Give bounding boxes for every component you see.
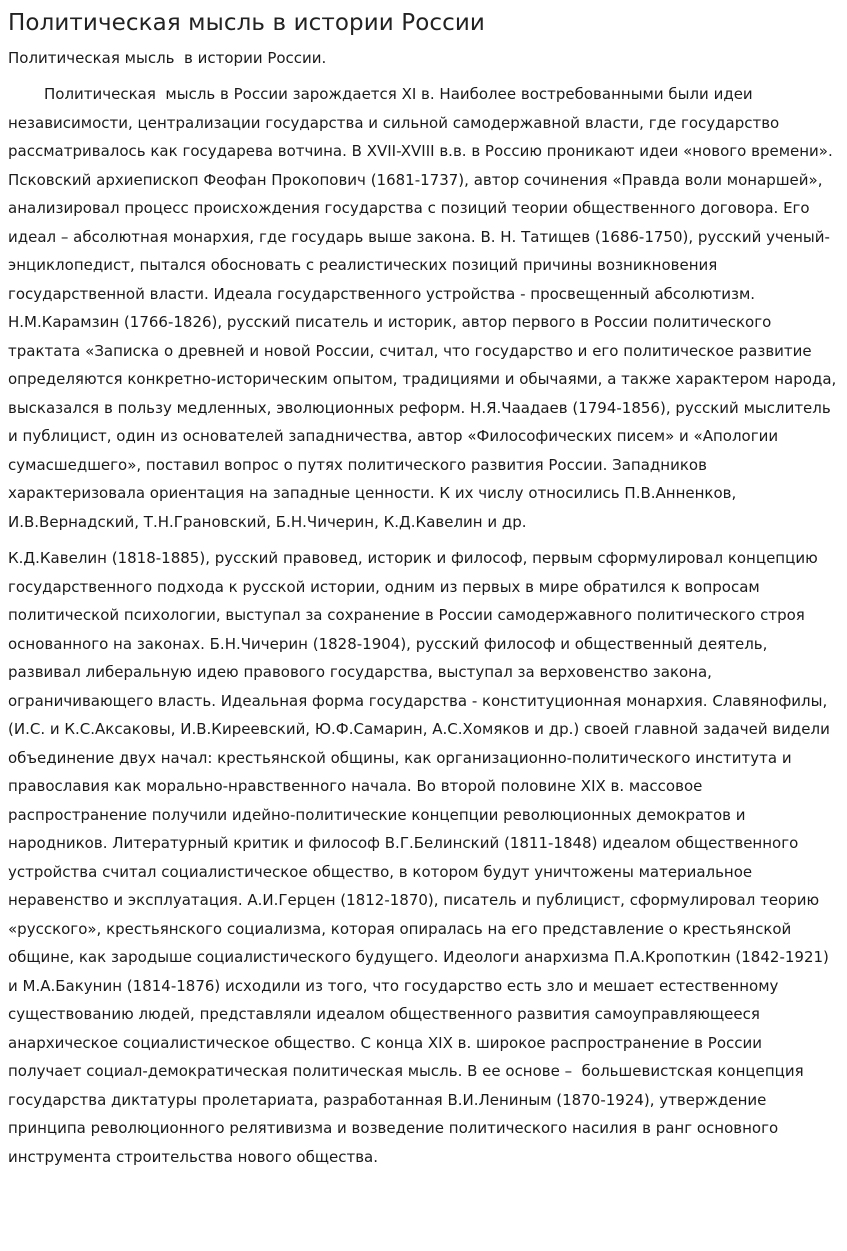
paragraph-1: Политическая мысль в России зарождается XI в. Наиболее востребованными были идеи независимости, централизации государства и сильной самодержавной власти, где государство рассматривалось как государева вотчина. В XVII-XVIII в.в. в Россию проникают идеи «нового времени». Псковский архиепископ Феофан Прокопович (1681-1737), автор сочинения «Правда воли монаршей», анализировал процесс происхождения государства с позиций теории общественного договора. Его идеал – абсолютная монархия, где государь выше закона. В. Н. Татищев (1686-1750), русский ученый-энциклопедист, пытался обосновать с реалистических позиций причины возникновения государственной власти. Идеала государственного устройства - просвещенный абсолютизм. Н.М.Карамзин (1766-1826), русский писатель и историк, автор первого в России политического трактата «Записка о древней и новой России, считал, что государство и его политическое развитие определяются конкретно-историческим опытом, традициями и обычаями, а также характером народа, высказался в пользу медленных, эволюционных реформ. Н.Я.Чаадаев (1794-1856), русский мыслитель и публицист, один из основателей западничества, автор «Философических писем» и «Апологии сумасшедшего», поставил вопрос о путях политического развития России. Западников характеризовала ориентация на западные ценности. К их числу относились П.В.Анненков, И.В.Вернадский, Т.Н.Грановский, Б.Н.Чичерин, К.Д.Кавелин и др. [8, 85, 842, 531]
paragraph-2: К.Д.Кавелин (1818-1885), русский правовед, историк и философ, первым сформулировал концепцию государственного подхода к русской истории, одним из первых в мире обратился к вопросам политической психологии, выступал за сохранение в России самодержавного политического строя основанного на законах. Б.Н.Чичерин (1828-1904), русский философ и общественный деятель, развивал либеральную идею правового государства, выступал за верховенство закона, ограничивающего власть. Идеальная форма государства - конституционная монархия. Славянофилы, (И.С. и К.С.Аксаковы, И.В.Киреевский, Ю.Ф.Самарин, А.С.Хомяков и др.) своей главной задачей видели объединение двух начал: крестьянской общины, как организационно-политического института и православия как морально-нравственного начала. Во второй половине XIX в. массовое распространение получили идейно-политические концепции революционных демократов и народников. Литературный критик и философ В.Г.Белинский (1811-1848) идеалом общественного устройства считал социалистическое общество, в котором будут уничтожены материальное неравенство и эксплуатация. А.И.Герцен (1812-1870), писатель и публицист, сформулировал теорию «русского», крестьянского социализма, которая опиралась на его представление о крестьянской общине, как зародыше социалистического будущего. Идеологи анархизма П.А.Кропоткин (1842-1921) и М.А.Бакунин (1814-1876) исходили из того, что государство есть зло и мешает естественному существованию людей, представляли идеалом общественного развития самоуправляющееся анархическое социалистическое общество. С конца XIX в. широкое распространение в России получает социал-демократическая политическая мысль. В ее основе – большевистская концепция государства диктатуры пролетариата, разработанная В.И.Лениным (1870-1924), утверждение принципа революционного релятивизма и возведение политического насилия в ранг основного инструмента строительства нового общества. [8, 549, 835, 1166]
document-title: Политическая мысль в истории России [8, 10, 485, 36]
document-subtitle: Политическая мысль в истории России. [8, 49, 327, 67]
